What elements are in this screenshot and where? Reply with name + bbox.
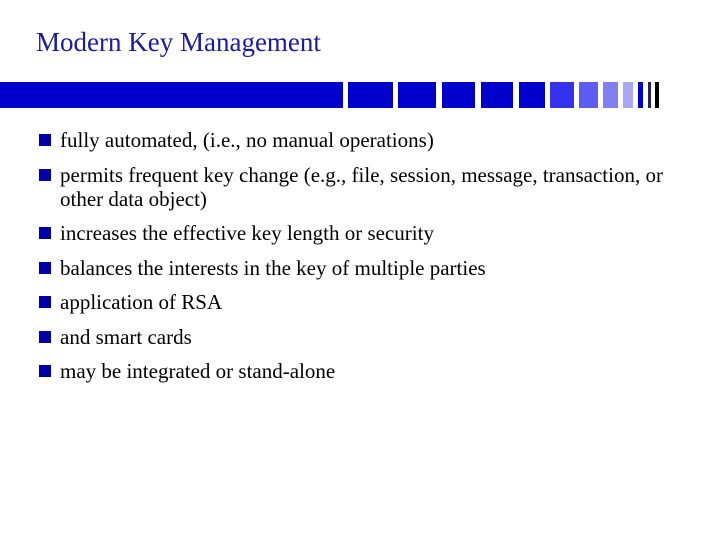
bullet-text: fully automated, (i.e., no manual operations) <box>60 128 434 152</box>
title-bar-main <box>0 82 343 108</box>
square-bullet-icon <box>39 365 51 377</box>
title-bar-segment <box>481 82 513 108</box>
bullet-text: increases the effective key length or security <box>60 221 434 245</box>
title-bar-segment <box>550 82 574 108</box>
bullet-text: application of RSA <box>60 290 223 314</box>
square-bullet-icon <box>39 331 51 343</box>
bullet-text: balances the interests in the key of multiple parties <box>60 255 486 280</box>
bullet-item <box>38 256 698 280</box>
bullet-item <box>38 325 698 349</box>
square-bullet-icon <box>39 134 51 146</box>
square-bullet-icon <box>39 296 51 308</box>
bullet-text: and smart cards <box>60 324 192 349</box>
title-bar-segment <box>638 82 643 108</box>
title-bar-segment <box>579 82 598 108</box>
title-bar-segment <box>648 82 651 108</box>
square-bullet-icon <box>39 169 51 181</box>
bullet-text: may be integrated or stand-alone <box>60 359 336 383</box>
bullet-item <box>38 290 698 314</box>
title-underline-bar <box>0 82 660 108</box>
title-bar-segment <box>398 82 436 108</box>
title-bar-segment <box>603 82 618 108</box>
bullet-item <box>38 163 698 211</box>
bullet-item <box>38 221 698 245</box>
bullet-item <box>38 128 698 152</box>
bullet-item <box>38 359 698 383</box>
bullet-text: permits frequent key change (e.g., file, session, message, transaction, or other data object) <box>60 162 663 211</box>
title-bar-segment <box>519 82 545 108</box>
slide-title: Modern Key Management <box>36 27 321 57</box>
square-bullet-icon <box>39 262 51 274</box>
title-bar-segment <box>442 82 475 108</box>
bullet-list <box>38 128 698 394</box>
title-bar-segment <box>348 82 393 108</box>
title-bar-segment <box>623 82 633 108</box>
square-bullet-icon <box>39 227 51 239</box>
title-bar-segment <box>655 82 659 108</box>
